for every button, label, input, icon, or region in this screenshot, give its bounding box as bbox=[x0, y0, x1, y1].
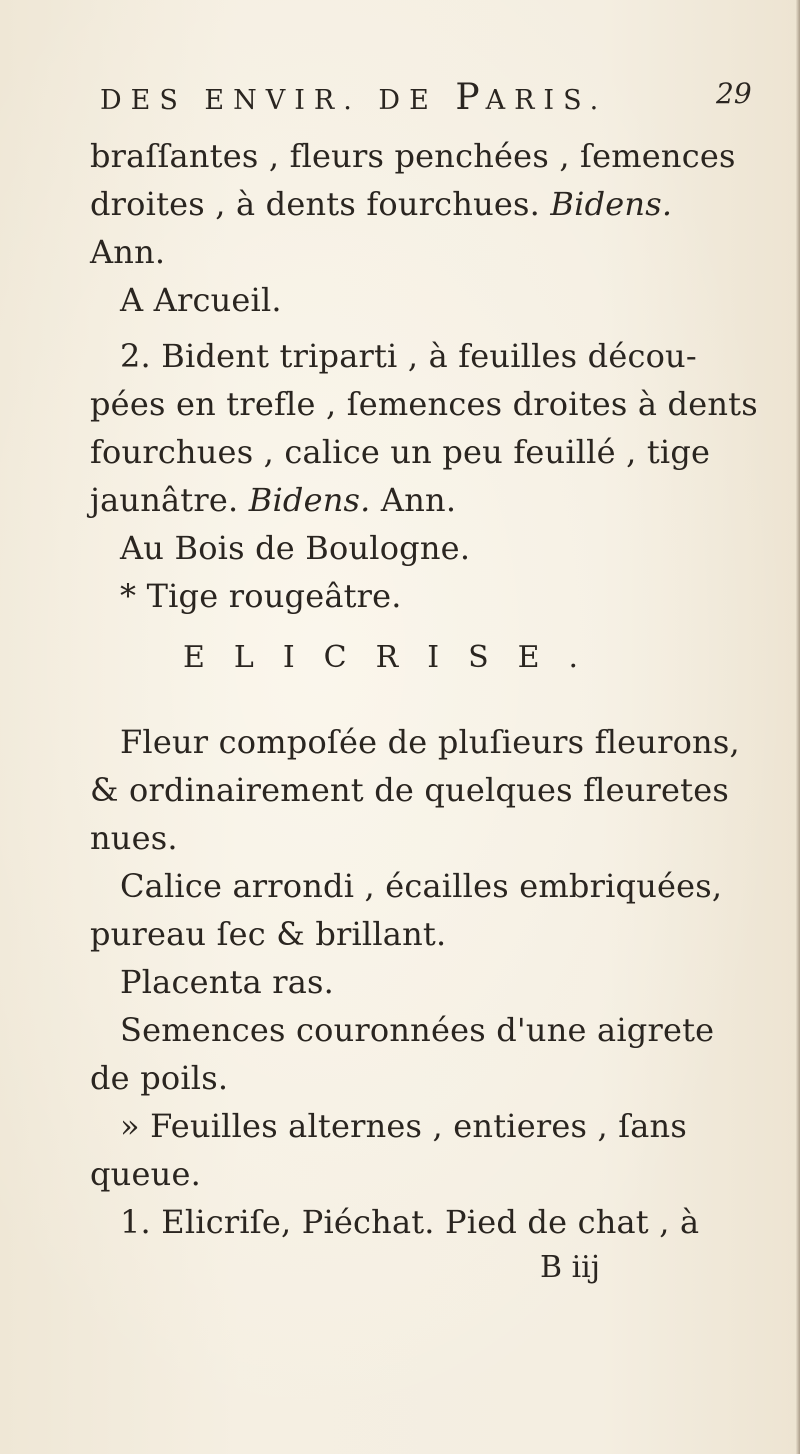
text-line: Calice arrondi , écailles embriquées, bbox=[120, 867, 723, 905]
locality: Au Bois de Boulogne. bbox=[120, 529, 471, 567]
text-line: 1. Elicriſe, Piéchat. Pied de chat , à bbox=[120, 1203, 700, 1241]
page-number: 29 bbox=[716, 77, 752, 110]
text-line: jaunâtre. Bidens. Ann. bbox=[90, 481, 457, 519]
section-heading: ELICRISE. bbox=[183, 640, 608, 675]
signature-mark: B iij bbox=[540, 1250, 601, 1285]
text-line: Fleur compoſée de pluſieurs fleurons, bbox=[120, 723, 740, 761]
text-line: » Feuilles alternes , entieres , ſans bbox=[120, 1107, 687, 1145]
running-head bbox=[100, 77, 607, 118]
text-line: 2. Bident triparti , à feuilles décou- bbox=[120, 337, 697, 375]
text-line: de poils. bbox=[90, 1059, 229, 1097]
text-line: Ann. bbox=[90, 233, 166, 271]
text-line: pées en trefle , ſemences droites à dents bbox=[90, 385, 758, 423]
locality: A Arcueil. bbox=[120, 281, 282, 319]
text-line: pureau ſec & brillant. bbox=[90, 915, 447, 953]
text-line: fourchues , calice un peu feuillé , tige bbox=[90, 433, 711, 471]
genus-name: Bidens. bbox=[248, 481, 371, 519]
text-line: nues. bbox=[90, 819, 178, 857]
running-head-text: DES ENVIR. DE bbox=[100, 85, 456, 116]
text-line: Placenta ras. bbox=[120, 963, 334, 1001]
genus-name: Bidens. bbox=[550, 185, 673, 223]
text-line: droites , à dents fourchues. Bidens. bbox=[90, 185, 673, 223]
running-head-initial: P bbox=[455, 77, 486, 118]
variety-note: * Tige rougeâtre. bbox=[120, 577, 402, 615]
page-edge-shadow bbox=[796, 0, 800, 1454]
text-line: Semences couronnées d'une aigrete bbox=[120, 1011, 715, 1049]
text-line: braſſantes , fleurs penchées , ſemences bbox=[90, 137, 736, 175]
running-head-text-end: ARIS. bbox=[485, 85, 608, 116]
text-line: & ordinairement de quelques fleuretes bbox=[90, 771, 729, 809]
text-line: queue. bbox=[90, 1155, 201, 1193]
